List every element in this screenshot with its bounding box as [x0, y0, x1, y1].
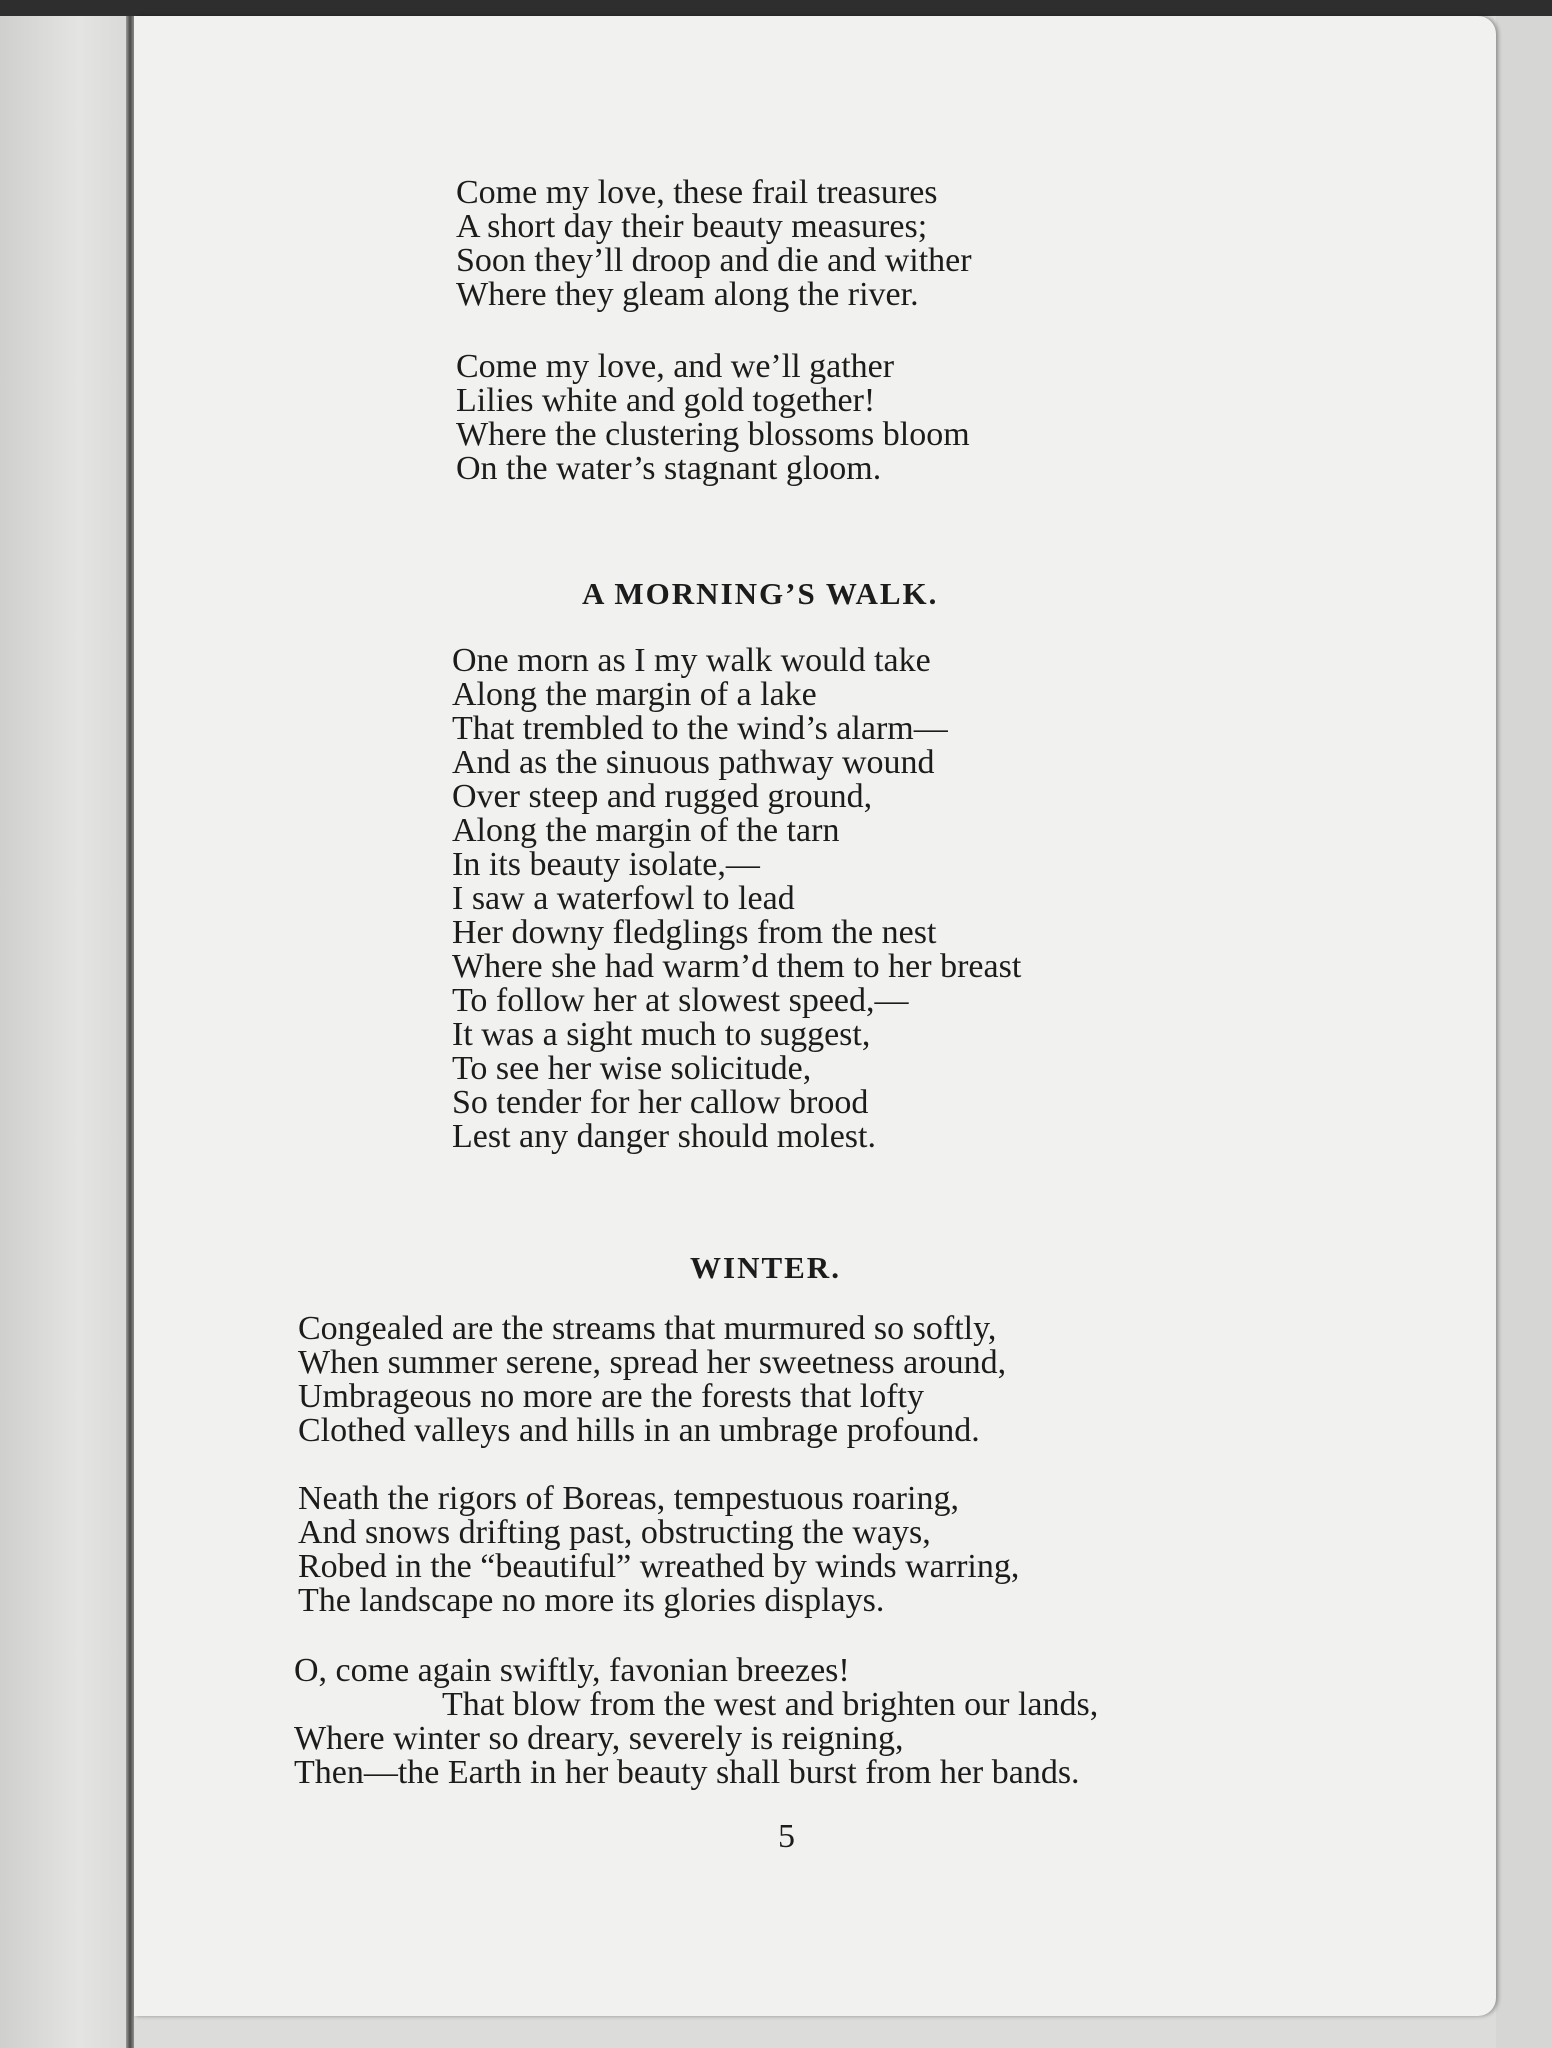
verse-line: That trembled to the wind’s alarm— — [452, 710, 948, 747]
verse-line: When summer serene, spread her sweetness around, — [298, 1344, 1007, 1381]
stanza — [294, 1654, 1098, 1790]
verse-line: Robed in the “beautiful” wreathed by winds warring, — [298, 1548, 1020, 1585]
verse-line: Where they gleam along the river. — [456, 276, 919, 313]
stanza — [298, 1312, 1006, 1448]
facing-page-edge — [0, 16, 132, 2048]
verse-line: So tender for her callow brood — [452, 1084, 869, 1121]
verse-line: Where she had warm’d them to her breast — [452, 948, 1022, 985]
poem-title: WINTER. — [690, 1250, 841, 1285]
stanza — [456, 350, 970, 486]
verse-line: That blow from the west and brighten our lands, — [442, 1686, 1099, 1723]
verse-line: Clothed valleys and hills in an umbrage profound. — [298, 1412, 980, 1449]
verse-line: Come my love, these frail treasures — [456, 174, 938, 211]
verse-line: Lest any danger should molest. — [452, 1118, 876, 1155]
verse-line: On the water’s stagnant gloom. — [456, 450, 882, 487]
book-page — [134, 16, 1496, 2016]
verse-line: It was a sight much to suggest, — [452, 1016, 871, 1053]
verse-line: Where winter so dreary, severely is reigning, — [294, 1720, 904, 1757]
verse-line: Lilies white and gold together! — [456, 382, 876, 419]
verse-line: In its beauty isolate,— — [452, 846, 760, 883]
poem-title: A MORNING’S WALK. — [582, 576, 939, 611]
stanza — [298, 1482, 1019, 1618]
verse-line: And as the sinuous pathway wound — [452, 744, 935, 781]
verse-line: The landscape no more its glories displays. — [298, 1582, 885, 1619]
verse-line: Along the margin of the tarn — [452, 812, 840, 849]
verse-line: To see her wise solicitude, — [452, 1050, 812, 1087]
verse-line: Over steep and rugged ground, — [452, 778, 873, 815]
verse-line: One morn as I my walk would take — [452, 642, 931, 679]
verse-line: I saw a waterfowl to lead — [452, 880, 795, 917]
verse-line: Soon they’ll droop and die and wither — [456, 242, 972, 279]
page-number: 5 — [778, 1818, 795, 1855]
verse-line: A short day their beauty measures; — [456, 208, 928, 245]
scan-top-edge — [0, 0, 1552, 16]
verse-line: And snows drifting past, obstructing the ways, — [298, 1514, 931, 1551]
verse-line: Her downy fledglings from the nest — [452, 914, 937, 951]
verse-line: O, come again swiftly, favonian breezes! — [294, 1652, 850, 1689]
book-gutter — [126, 16, 134, 2048]
stanza — [456, 176, 972, 312]
verse-line: Then—the Earth in her beauty shall burst from her bands. — [294, 1754, 1080, 1791]
verse-line: Congealed are the streams that murmured so softly, — [298, 1310, 997, 1347]
verse-line: Come my love, and we’ll gather — [456, 348, 895, 385]
scan-right-margin — [1496, 16, 1552, 2048]
poem-morning-walk — [452, 644, 1021, 1154]
verse-line: Umbrageous no more are the forests that lofty — [298, 1378, 924, 1415]
verse-line: Where the clustering blossoms bloom — [456, 416, 970, 453]
verse-line: Neath the rigors of Boreas, tempestuous roaring, — [298, 1480, 959, 1517]
verse-line: Along the margin of a lake — [452, 676, 817, 713]
verse-line: To follow her at slowest speed,— — [452, 982, 909, 1019]
